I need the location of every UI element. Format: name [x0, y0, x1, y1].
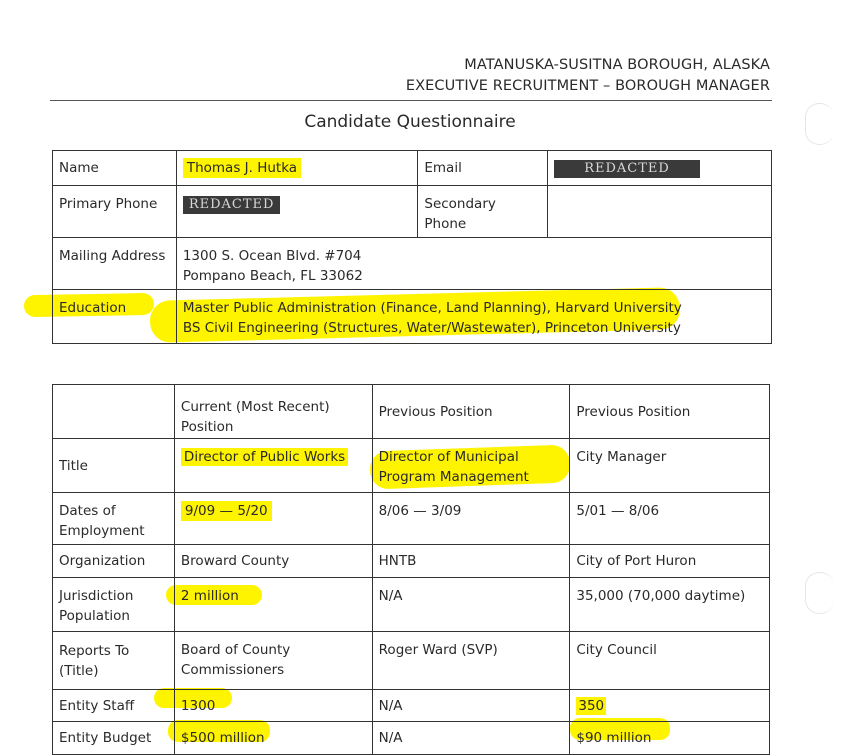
- organization-previous-1: HNTB: [378, 553, 417, 569]
- address-line-2: Pompano Beach, FL 33062: [182, 268, 363, 284]
- education-line-2: BS Civil Engineering (Structures, Water/Wastewater), Princeton University: [182, 320, 681, 336]
- header-borough: MATANUSKA-SUSITNA BOROUGH, ALASKA: [464, 57, 770, 73]
- header-current-position: Current (Most Recent) Position: [180, 399, 330, 435]
- budget-current: $500 million: [180, 730, 265, 746]
- dates-previous-2: 5/01 — 8/06: [576, 503, 660, 519]
- email-redacted: REDACTED: [554, 160, 700, 178]
- reports-to-current: Board of County Commissioners: [180, 642, 291, 678]
- positions-corner-cell: [53, 385, 175, 439]
- primary-phone-label: Primary Phone: [59, 196, 158, 212]
- header-previous-position-1: Previous Position: [378, 403, 493, 420]
- mailing-address-label: Mailing Address: [59, 248, 166, 264]
- name-value: Thomas J. Hutka: [183, 158, 301, 178]
- population-current: 2 million: [180, 588, 239, 604]
- title-current: Director of Public Works: [181, 448, 348, 466]
- primary-phone-redacted: REDACTED: [183, 196, 281, 214]
- reports-to-previous-2: City Council: [576, 642, 657, 658]
- email-label: Email: [424, 160, 462, 176]
- organization-current: Broward County: [180, 553, 290, 569]
- staff-current: 1300: [180, 697, 216, 714]
- education-line-1: Master Public Administration (Finance, Land Planning), Harvard University: [182, 300, 682, 316]
- staff-previous-1: N/A: [378, 697, 403, 714]
- secondary-phone-label: Secondary Phone: [424, 196, 496, 232]
- header-recruitment: EXECUTIVE RECRUITMENT – BOROUGH MANAGER: [405, 78, 770, 94]
- dates-current: 9/09 — 5/20: [181, 501, 272, 521]
- title-previous-1: Director of Municipal Program Management: [378, 449, 529, 485]
- population-previous-2: 35,000 (70,000 daytime): [576, 588, 746, 604]
- row-label-population: Jurisdiction Population: [59, 588, 134, 624]
- staff-previous-2: 350: [578, 697, 605, 714]
- education-label: Education: [59, 300, 127, 316]
- name-label: Name: [59, 160, 99, 176]
- row-label-title: Title: [59, 457, 88, 474]
- row-label-budget: Entity Budget: [59, 730, 152, 746]
- page-title: Candidate Questionnaire: [304, 112, 516, 132]
- row-label-staff: Entity Staff: [59, 697, 135, 714]
- header-rule: [50, 100, 772, 101]
- personal-info-table: [52, 150, 772, 344]
- population-previous-1: N/A: [378, 588, 403, 604]
- dates-previous-1: 8/06 — 3/09: [378, 503, 462, 519]
- scan-binder-mark: [805, 572, 834, 614]
- secondary-phone-value: [548, 186, 772, 238]
- reports-to-previous-1: Roger Ward (SVP): [378, 642, 498, 658]
- budget-previous-2: $90 million: [576, 730, 652, 746]
- organization-previous-2: City of Port Huron: [576, 553, 697, 569]
- address-line-1: 1300 S. Ocean Blvd. #704: [182, 248, 362, 264]
- positions-table: [52, 384, 770, 755]
- budget-previous-1: N/A: [378, 730, 403, 746]
- header-previous-position-2: Previous Position: [576, 403, 691, 420]
- title-previous-2: City Manager: [576, 449, 667, 465]
- row-label-organization: Organization: [59, 553, 146, 569]
- row-label-reports-to: Reports To (Title): [59, 642, 130, 679]
- row-label-dates: Dates of Employment: [59, 503, 145, 539]
- scan-binder-mark: [805, 103, 834, 145]
